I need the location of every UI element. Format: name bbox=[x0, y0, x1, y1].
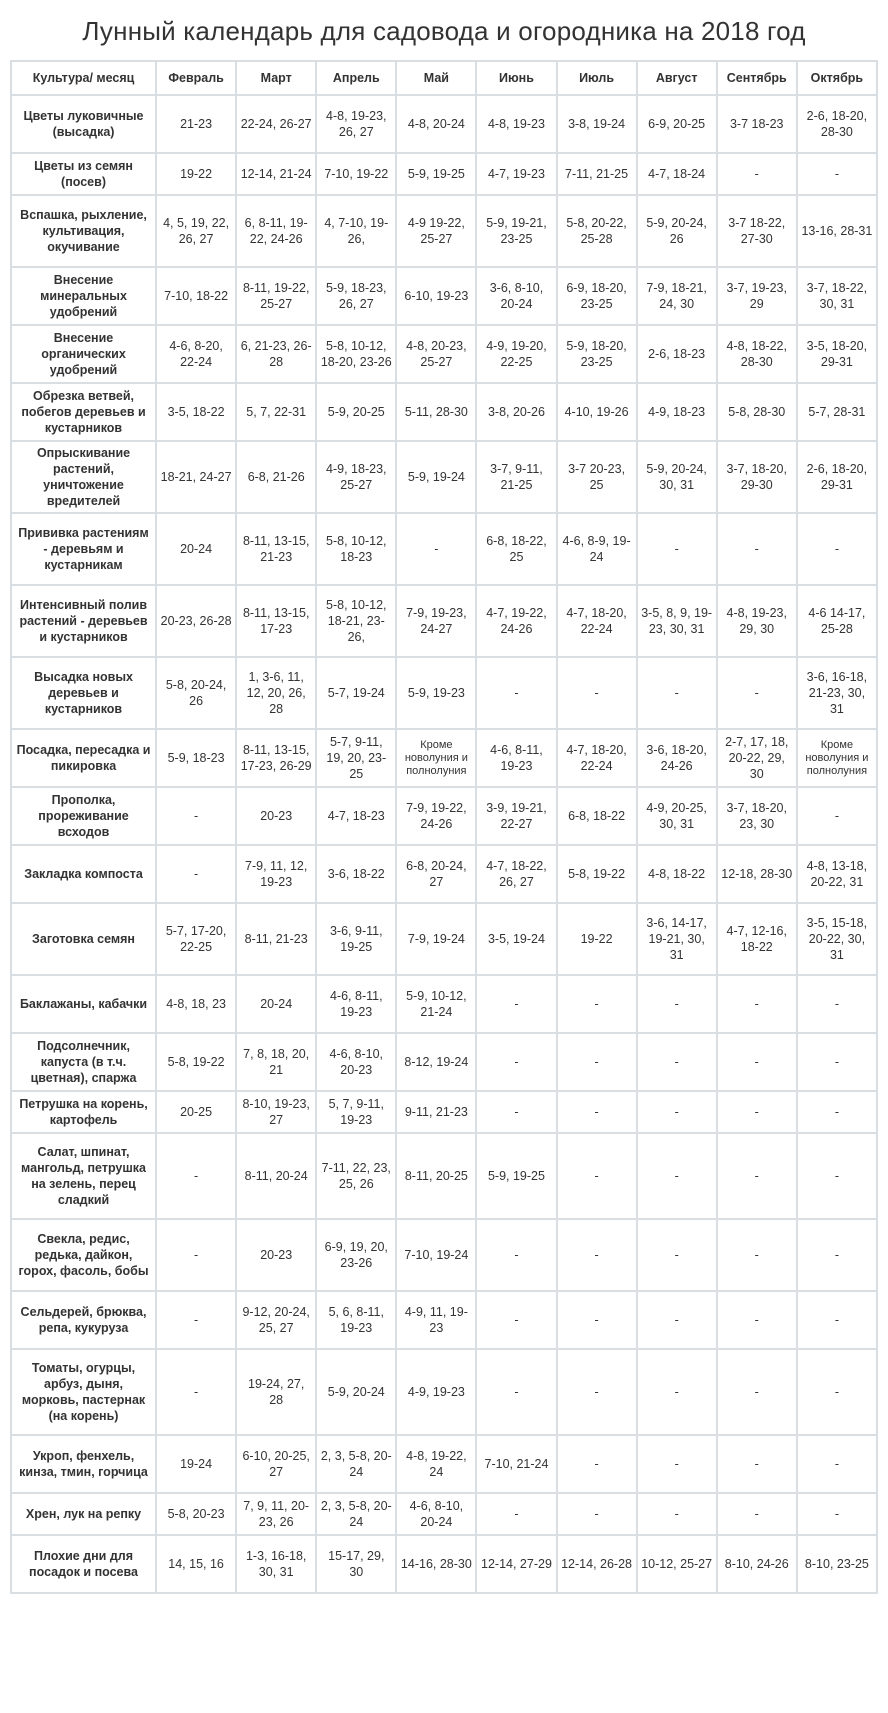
culture-label: Посадка, пересадка и пикировка bbox=[11, 729, 156, 787]
date-cell-february: - bbox=[156, 787, 236, 845]
date-cell-june: - bbox=[476, 657, 556, 729]
date-cell-may: 7-9, 19-22, 24-26 bbox=[396, 787, 476, 845]
date-cell-september: 3-7, 18-20, 29-30 bbox=[717, 441, 797, 513]
date-cell-july: - bbox=[557, 1493, 637, 1535]
date-cell-may: 5-11, 28-30 bbox=[396, 383, 476, 441]
date-cell-february: - bbox=[156, 1349, 236, 1435]
date-cell-february: 5-8, 20-23 bbox=[156, 1493, 236, 1535]
date-cell-february: 5-9, 18-23 bbox=[156, 729, 236, 787]
date-cell-august: 4-9, 20-25, 30, 31 bbox=[637, 787, 717, 845]
date-cell-april: 5-7, 9-11, 19, 20, 23-25 bbox=[316, 729, 396, 787]
date-cell-april: 2, 3, 5-8, 20-24 bbox=[316, 1493, 396, 1535]
date-cell-october: - bbox=[797, 1435, 877, 1493]
date-cell-october: - bbox=[797, 1091, 877, 1133]
culture-label: Плохие дни для посадок и посева bbox=[11, 1535, 156, 1593]
date-cell-october: 4-6 14-17, 25-28 bbox=[797, 585, 877, 657]
date-cell-june: 3-6, 8-10, 20-24 bbox=[476, 267, 556, 325]
date-cell-october: - bbox=[797, 513, 877, 585]
date-cell-april: 2, 3, 5-8, 20-24 bbox=[316, 1435, 396, 1493]
date-cell-october: 13-16, 28-31 bbox=[797, 195, 877, 267]
table-row bbox=[11, 729, 877, 787]
date-cell-july: - bbox=[557, 1219, 637, 1291]
date-cell-april: 7-10, 19-22 bbox=[316, 153, 396, 195]
table-row bbox=[11, 1219, 877, 1291]
column-header-april: Апрель bbox=[316, 61, 396, 95]
date-cell-july: 5-9, 18-20, 23-25 bbox=[557, 325, 637, 383]
date-cell-october: 2-6, 18-20, 28-30 bbox=[797, 95, 877, 153]
column-header-july: Июль bbox=[557, 61, 637, 95]
date-cell-june: 4-7, 18-22, 26, 27 bbox=[476, 845, 556, 903]
date-cell-february: 7-10, 18-22 bbox=[156, 267, 236, 325]
date-cell-june: - bbox=[476, 1033, 556, 1091]
date-cell-august: 3-6, 14-17, 19-21, 30, 31 bbox=[637, 903, 717, 975]
date-cell-october: 2-6, 18-20, 29-31 bbox=[797, 441, 877, 513]
date-cell-september: - bbox=[717, 1291, 797, 1349]
date-cell-october: Кроме новолуния и полнолуния bbox=[797, 729, 877, 787]
date-cell-may: 5-9, 19-25 bbox=[396, 153, 476, 195]
date-cell-july: - bbox=[557, 1349, 637, 1435]
date-cell-july: 4-7, 18-20, 22-24 bbox=[557, 729, 637, 787]
date-cell-august: - bbox=[637, 657, 717, 729]
date-cell-march: 6-10, 20-25, 27 bbox=[236, 1435, 316, 1493]
culture-label: Укроп, фенхель, кинза, тмин, горчица bbox=[11, 1435, 156, 1493]
date-cell-july: 5-8, 19-22 bbox=[557, 845, 637, 903]
table-row bbox=[11, 1033, 877, 1091]
date-cell-june: - bbox=[476, 1219, 556, 1291]
date-cell-october: - bbox=[797, 1349, 877, 1435]
date-cell-september: 3-7, 19-23, 29 bbox=[717, 267, 797, 325]
date-cell-february: 4, 5, 19, 22, 26, 27 bbox=[156, 195, 236, 267]
date-cell-august: - bbox=[637, 975, 717, 1033]
table-row bbox=[11, 267, 877, 325]
date-cell-february: 3-5, 18-22 bbox=[156, 383, 236, 441]
date-cell-september: 4-7, 12-16, 18-22 bbox=[717, 903, 797, 975]
date-cell-august: - bbox=[637, 1133, 717, 1219]
column-header-june: Июнь bbox=[476, 61, 556, 95]
date-cell-april: 5, 7, 9-11, 19-23 bbox=[316, 1091, 396, 1133]
table-row bbox=[11, 1535, 877, 1593]
date-cell-may: 7-10, 19-24 bbox=[396, 1219, 476, 1291]
date-cell-september: - bbox=[717, 1219, 797, 1291]
date-cell-april: 5-9, 20-25 bbox=[316, 383, 396, 441]
table-row bbox=[11, 153, 877, 195]
date-cell-august: 7-9, 18-21, 24, 30 bbox=[637, 267, 717, 325]
date-cell-march: 8-11, 20-24 bbox=[236, 1133, 316, 1219]
date-cell-april: 4, 7-10, 19-26, bbox=[316, 195, 396, 267]
date-cell-march: 1-3, 16-18, 30, 31 bbox=[236, 1535, 316, 1593]
date-cell-september: - bbox=[717, 153, 797, 195]
table-row bbox=[11, 195, 877, 267]
culture-label: Цветы из семян (посев) bbox=[11, 153, 156, 195]
date-cell-may: 5-9, 19-23 bbox=[396, 657, 476, 729]
date-cell-september: 4-8, 18-22, 28-30 bbox=[717, 325, 797, 383]
date-cell-march: 8-11, 13-15, 21-23 bbox=[236, 513, 316, 585]
date-cell-march: 5, 7, 22-31 bbox=[236, 383, 316, 441]
date-cell-march: 7, 8, 18, 20, 21 bbox=[236, 1033, 316, 1091]
date-cell-october: 5-7, 28-31 bbox=[797, 383, 877, 441]
date-cell-march: 6-8, 21-26 bbox=[236, 441, 316, 513]
date-cell-may: 14-16, 28-30 bbox=[396, 1535, 476, 1593]
date-cell-may: 6-8, 20-24, 27 bbox=[396, 845, 476, 903]
date-cell-june: - bbox=[476, 975, 556, 1033]
date-cell-may: 4-8, 19-22, 24 bbox=[396, 1435, 476, 1493]
date-cell-june: 3-7, 9-11, 21-25 bbox=[476, 441, 556, 513]
date-cell-july: - bbox=[557, 1435, 637, 1493]
date-cell-may: 7-9, 19-24 bbox=[396, 903, 476, 975]
date-cell-july: 12-14, 26-28 bbox=[557, 1535, 637, 1593]
lunar-calendar-table bbox=[10, 60, 878, 1594]
date-cell-july: 3-7 20-23, 25 bbox=[557, 441, 637, 513]
culture-label: Хрен, лук на репку bbox=[11, 1493, 156, 1535]
date-cell-september: 2-7, 17, 18, 20-22, 29, 30 bbox=[717, 729, 797, 787]
date-cell-april: 5-8, 10-12, 18-23 bbox=[316, 513, 396, 585]
date-cell-october: - bbox=[797, 1219, 877, 1291]
date-cell-june: 4-9, 19-20, 22-25 bbox=[476, 325, 556, 383]
date-cell-september: - bbox=[717, 1435, 797, 1493]
date-cell-september: 5-8, 28-30 bbox=[717, 383, 797, 441]
date-cell-august: 2-6, 18-23 bbox=[637, 325, 717, 383]
date-cell-august: - bbox=[637, 1435, 717, 1493]
date-cell-march: 8-11, 13-15, 17-23, 26-29 bbox=[236, 729, 316, 787]
date-cell-october: - bbox=[797, 787, 877, 845]
date-cell-april: 5-9, 18-23, 26, 27 bbox=[316, 267, 396, 325]
table-body bbox=[11, 95, 877, 1593]
column-header-september: Сентябрь bbox=[717, 61, 797, 95]
date-cell-february: 4-8, 18, 23 bbox=[156, 975, 236, 1033]
date-cell-september: - bbox=[717, 1091, 797, 1133]
date-cell-august: - bbox=[637, 1349, 717, 1435]
date-cell-may: 4-8, 20-23, 25-27 bbox=[396, 325, 476, 383]
date-cell-february: - bbox=[156, 1219, 236, 1291]
date-cell-july: - bbox=[557, 1091, 637, 1133]
table-header bbox=[11, 61, 877, 95]
date-cell-july: 7-11, 21-25 bbox=[557, 153, 637, 195]
table-row bbox=[11, 1435, 877, 1493]
date-cell-february: 18-21, 24-27 bbox=[156, 441, 236, 513]
date-cell-october: 3-7, 18-22, 30, 31 bbox=[797, 267, 877, 325]
date-cell-april: 4-7, 18-23 bbox=[316, 787, 396, 845]
table-row bbox=[11, 325, 877, 383]
date-cell-may: 8-12, 19-24 bbox=[396, 1033, 476, 1091]
date-cell-october: - bbox=[797, 153, 877, 195]
date-cell-march: 20-24 bbox=[236, 975, 316, 1033]
table-row bbox=[11, 845, 877, 903]
date-cell-october: 3-5, 18-20, 29-31 bbox=[797, 325, 877, 383]
date-cell-april: 4-8, 19-23, 26, 27 bbox=[316, 95, 396, 153]
date-cell-march: 9-12, 20-24, 25, 27 bbox=[236, 1291, 316, 1349]
date-cell-march: 7-9, 11, 12, 19-23 bbox=[236, 845, 316, 903]
column-header-october: Октябрь bbox=[797, 61, 877, 95]
date-cell-july: 3-8, 19-24 bbox=[557, 95, 637, 153]
date-cell-march: 19-24, 27, 28 bbox=[236, 1349, 316, 1435]
date-cell-august: 4-8, 18-22 bbox=[637, 845, 717, 903]
date-cell-february: 21-23 bbox=[156, 95, 236, 153]
date-cell-april: 4-6, 8-11, 19-23 bbox=[316, 975, 396, 1033]
date-cell-april: 6-9, 19, 20, 23-26 bbox=[316, 1219, 396, 1291]
date-cell-may: 4-9 19-22, 25-27 bbox=[396, 195, 476, 267]
date-cell-september: - bbox=[717, 1349, 797, 1435]
culture-label: Подсолнечник, капуста (в т.ч. цветная), спаржа bbox=[11, 1033, 156, 1091]
date-cell-july: 4-7, 18-20, 22-24 bbox=[557, 585, 637, 657]
date-cell-march: 22-24, 26-27 bbox=[236, 95, 316, 153]
date-cell-october: 3-5, 15-18, 20-22, 30, 31 bbox=[797, 903, 877, 975]
date-cell-august: 4-7, 18-24 bbox=[637, 153, 717, 195]
date-cell-september: 3-7 18-22, 27-30 bbox=[717, 195, 797, 267]
date-cell-march: 7, 9, 11, 20-23, 26 bbox=[236, 1493, 316, 1535]
date-cell-september: 4-8, 19-23, 29, 30 bbox=[717, 585, 797, 657]
table-row bbox=[11, 787, 877, 845]
culture-label: Прополка, прореживание всходов bbox=[11, 787, 156, 845]
column-header-culture-month: Культура/ месяц bbox=[11, 61, 156, 95]
date-cell-july: 4-10, 19-26 bbox=[557, 383, 637, 441]
date-cell-september: 3-7 18-23 bbox=[717, 95, 797, 153]
date-cell-june: 7-10, 21-24 bbox=[476, 1435, 556, 1493]
date-cell-june: 5-9, 19-25 bbox=[476, 1133, 556, 1219]
culture-label: Обрезка ветвей, побегов деревьев и кустарников bbox=[11, 383, 156, 441]
date-cell-june: - bbox=[476, 1349, 556, 1435]
table-row bbox=[11, 1091, 877, 1133]
date-cell-august: - bbox=[637, 1493, 717, 1535]
page-title: Лунный календарь для садовода и огородника на 2018 год bbox=[82, 16, 806, 46]
date-cell-september: 12-18, 28-30 bbox=[717, 845, 797, 903]
table-row bbox=[11, 975, 877, 1033]
culture-label: Свекла, редис, редька, дайкон, горох, фасоль, бобы bbox=[11, 1219, 156, 1291]
date-cell-february: 4-6, 8-20, 22-24 bbox=[156, 325, 236, 383]
date-cell-august: 3-5, 8, 9, 19-23, 30, 31 bbox=[637, 585, 717, 657]
date-cell-march: 1, 3-6, 11, 12, 20, 26, 28 bbox=[236, 657, 316, 729]
date-cell-may: 4-9, 19-23 bbox=[396, 1349, 476, 1435]
table-row bbox=[11, 383, 877, 441]
table-row bbox=[11, 1291, 877, 1349]
date-cell-may: 4-9, 11, 19-23 bbox=[396, 1291, 476, 1349]
date-cell-june: 6-8, 18-22, 25 bbox=[476, 513, 556, 585]
date-cell-october: - bbox=[797, 1133, 877, 1219]
culture-label: Опрыскивание растений, уничтожение вредителей bbox=[11, 441, 156, 513]
date-cell-september: - bbox=[717, 1493, 797, 1535]
date-cell-october: 8-10, 23-25 bbox=[797, 1535, 877, 1593]
date-cell-july: 4-6, 8-9, 19-24 bbox=[557, 513, 637, 585]
date-cell-february: - bbox=[156, 1133, 236, 1219]
date-cell-february: 5-7, 17-20, 22-25 bbox=[156, 903, 236, 975]
date-cell-february: 5-8, 19-22 bbox=[156, 1033, 236, 1091]
date-cell-february: 5-8, 20-24, 26 bbox=[156, 657, 236, 729]
date-cell-april: 3-6, 18-22 bbox=[316, 845, 396, 903]
date-cell-april: 4-9, 18-23, 25-27 bbox=[316, 441, 396, 513]
date-cell-september: - bbox=[717, 513, 797, 585]
date-cell-october: 4-8, 13-18, 20-22, 31 bbox=[797, 845, 877, 903]
culture-label: Внесение органических удобрений bbox=[11, 325, 156, 383]
date-cell-october: - bbox=[797, 975, 877, 1033]
table-row bbox=[11, 657, 877, 729]
date-cell-may: 5-9, 19-24 bbox=[396, 441, 476, 513]
culture-label: Заготовка семян bbox=[11, 903, 156, 975]
date-cell-october: - bbox=[797, 1033, 877, 1091]
date-cell-april: 15-17, 29, 30 bbox=[316, 1535, 396, 1593]
date-cell-march: 8-11, 21-23 bbox=[236, 903, 316, 975]
date-cell-february: 19-22 bbox=[156, 153, 236, 195]
table-row bbox=[11, 513, 877, 585]
header-row bbox=[11, 61, 877, 95]
date-cell-july: - bbox=[557, 1033, 637, 1091]
date-cell-july: - bbox=[557, 1133, 637, 1219]
date-cell-august: 5-9, 20-24, 26 bbox=[637, 195, 717, 267]
date-cell-october: 3-6, 16-18, 21-23, 30, 31 bbox=[797, 657, 877, 729]
date-cell-march: 20-23 bbox=[236, 787, 316, 845]
table-row bbox=[11, 95, 877, 153]
date-cell-february: - bbox=[156, 845, 236, 903]
date-cell-june: - bbox=[476, 1091, 556, 1133]
date-cell-june: 5-9, 19-21, 23-25 bbox=[476, 195, 556, 267]
culture-label: Интенсивный полив растений - деревьев и кустарников bbox=[11, 585, 156, 657]
date-cell-june: 3-5, 19-24 bbox=[476, 903, 556, 975]
date-cell-june: 4-7, 19-22, 24-26 bbox=[476, 585, 556, 657]
date-cell-march: 6, 21-23, 26-28 bbox=[236, 325, 316, 383]
date-cell-march: 8-10, 19-23, 27 bbox=[236, 1091, 316, 1133]
date-cell-march: 8-11, 19-22, 25-27 bbox=[236, 267, 316, 325]
date-cell-march: 8-11, 13-15, 17-23 bbox=[236, 585, 316, 657]
date-cell-september: - bbox=[717, 975, 797, 1033]
date-cell-june: - bbox=[476, 1291, 556, 1349]
date-cell-august: - bbox=[637, 1091, 717, 1133]
date-cell-august: - bbox=[637, 513, 717, 585]
table-row bbox=[11, 585, 877, 657]
date-cell-february: 20-25 bbox=[156, 1091, 236, 1133]
culture-label: Прививка растениям - деревьям и кустарникам bbox=[11, 513, 156, 585]
column-header-august: Август bbox=[637, 61, 717, 95]
table-row bbox=[11, 1349, 877, 1435]
date-cell-may: - bbox=[396, 513, 476, 585]
culture-label: Внесение минеральных удобрений bbox=[11, 267, 156, 325]
date-cell-october: - bbox=[797, 1493, 877, 1535]
date-cell-june: 4-7, 19-23 bbox=[476, 153, 556, 195]
column-header-march: Март bbox=[236, 61, 316, 95]
table-row bbox=[11, 1133, 877, 1219]
date-cell-april: 5, 6, 8-11, 19-23 bbox=[316, 1291, 396, 1349]
date-cell-july: - bbox=[557, 657, 637, 729]
date-cell-april: 5-8, 10-12, 18-21, 23-26, bbox=[316, 585, 396, 657]
date-cell-february: 20-24 bbox=[156, 513, 236, 585]
date-cell-june: 12-14, 27-29 bbox=[476, 1535, 556, 1593]
date-cell-september: 8-10, 24-26 bbox=[717, 1535, 797, 1593]
date-cell-may: 7-9, 19-23, 24-27 bbox=[396, 585, 476, 657]
date-cell-september: - bbox=[717, 1033, 797, 1091]
date-cell-september: 3-7, 18-20, 23, 30 bbox=[717, 787, 797, 845]
date-cell-august: 5-9, 20-24, 30, 31 bbox=[637, 441, 717, 513]
date-cell-march: 20-23 bbox=[236, 1219, 316, 1291]
culture-label: Салат, шпинат, мангольд, петрушка на зелень, перец сладкий bbox=[11, 1133, 156, 1219]
date-cell-august: - bbox=[637, 1033, 717, 1091]
date-cell-june: 4-6, 8-11, 19-23 bbox=[476, 729, 556, 787]
date-cell-july: 19-22 bbox=[557, 903, 637, 975]
date-cell-july: 5-8, 20-22, 25-28 bbox=[557, 195, 637, 267]
date-cell-september: - bbox=[717, 657, 797, 729]
table-row bbox=[11, 441, 877, 513]
culture-label: Баклажаны, кабачки bbox=[11, 975, 156, 1033]
culture-label: Вспашка, рыхление, культивация, окучивание bbox=[11, 195, 156, 267]
date-cell-july: 6-8, 18-22 bbox=[557, 787, 637, 845]
date-cell-may: 9-11, 21-23 bbox=[396, 1091, 476, 1133]
culture-label: Томаты, огурцы, арбуз, дыня, морковь, пастернак (на корень) bbox=[11, 1349, 156, 1435]
date-cell-april: 5-9, 20-24 bbox=[316, 1349, 396, 1435]
date-cell-august: 4-9, 18-23 bbox=[637, 383, 717, 441]
date-cell-february: - bbox=[156, 1291, 236, 1349]
date-cell-may: 8-11, 20-25 bbox=[396, 1133, 476, 1219]
date-cell-august: 6-9, 20-25 bbox=[637, 95, 717, 153]
date-cell-march: 6, 8-11, 19-22, 24-26 bbox=[236, 195, 316, 267]
date-cell-october: - bbox=[797, 1291, 877, 1349]
date-cell-august: - bbox=[637, 1291, 717, 1349]
date-cell-february: 14, 15, 16 bbox=[156, 1535, 236, 1593]
date-cell-february: 19-24 bbox=[156, 1435, 236, 1493]
date-cell-june: - bbox=[476, 1493, 556, 1535]
date-cell-july: 6-9, 18-20, 23-25 bbox=[557, 267, 637, 325]
table-row bbox=[11, 903, 877, 975]
date-cell-september: - bbox=[717, 1133, 797, 1219]
column-header-february: Февраль bbox=[156, 61, 236, 95]
date-cell-july: - bbox=[557, 1291, 637, 1349]
table-row bbox=[11, 1493, 877, 1535]
date-cell-august: 10-12, 25-27 bbox=[637, 1535, 717, 1593]
date-cell-may: 6-10, 19-23 bbox=[396, 267, 476, 325]
column-header-may: Май bbox=[396, 61, 476, 95]
date-cell-june: 3-8, 20-26 bbox=[476, 383, 556, 441]
date-cell-april: 7-11, 22, 23, 25, 26 bbox=[316, 1133, 396, 1219]
date-cell-april: 5-7, 19-24 bbox=[316, 657, 396, 729]
date-cell-may: 4-8, 20-24 bbox=[396, 95, 476, 153]
date-cell-may: 4-6, 8-10, 20-24 bbox=[396, 1493, 476, 1535]
date-cell-august: 3-6, 18-20, 24-26 bbox=[637, 729, 717, 787]
culture-label: Цветы луковичные (высадка) bbox=[11, 95, 156, 153]
date-cell-july: - bbox=[557, 975, 637, 1033]
culture-label: Высадка новых деревьев и кустарников bbox=[11, 657, 156, 729]
date-cell-may: 5-9, 10-12, 21-24 bbox=[396, 975, 476, 1033]
date-cell-june: 3-9, 19-21, 22-27 bbox=[476, 787, 556, 845]
culture-label: Закладка компоста bbox=[11, 845, 156, 903]
culture-label: Петрушка на корень, картофель bbox=[11, 1091, 156, 1133]
date-cell-august: - bbox=[637, 1219, 717, 1291]
date-cell-may: Кроме новолуния и полнолуния bbox=[396, 729, 476, 787]
date-cell-april: 4-6, 8-10, 20-23 bbox=[316, 1033, 396, 1091]
date-cell-march: 12-14, 21-24 bbox=[236, 153, 316, 195]
culture-label: Сельдерей, брюква, репа, кукуруза bbox=[11, 1291, 156, 1349]
date-cell-april: 5-8, 10-12, 18-20, 23-26 bbox=[316, 325, 396, 383]
date-cell-february: 20-23, 26-28 bbox=[156, 585, 236, 657]
date-cell-june: 4-8, 19-23 bbox=[476, 95, 556, 153]
date-cell-april: 3-6, 9-11, 19-25 bbox=[316, 903, 396, 975]
